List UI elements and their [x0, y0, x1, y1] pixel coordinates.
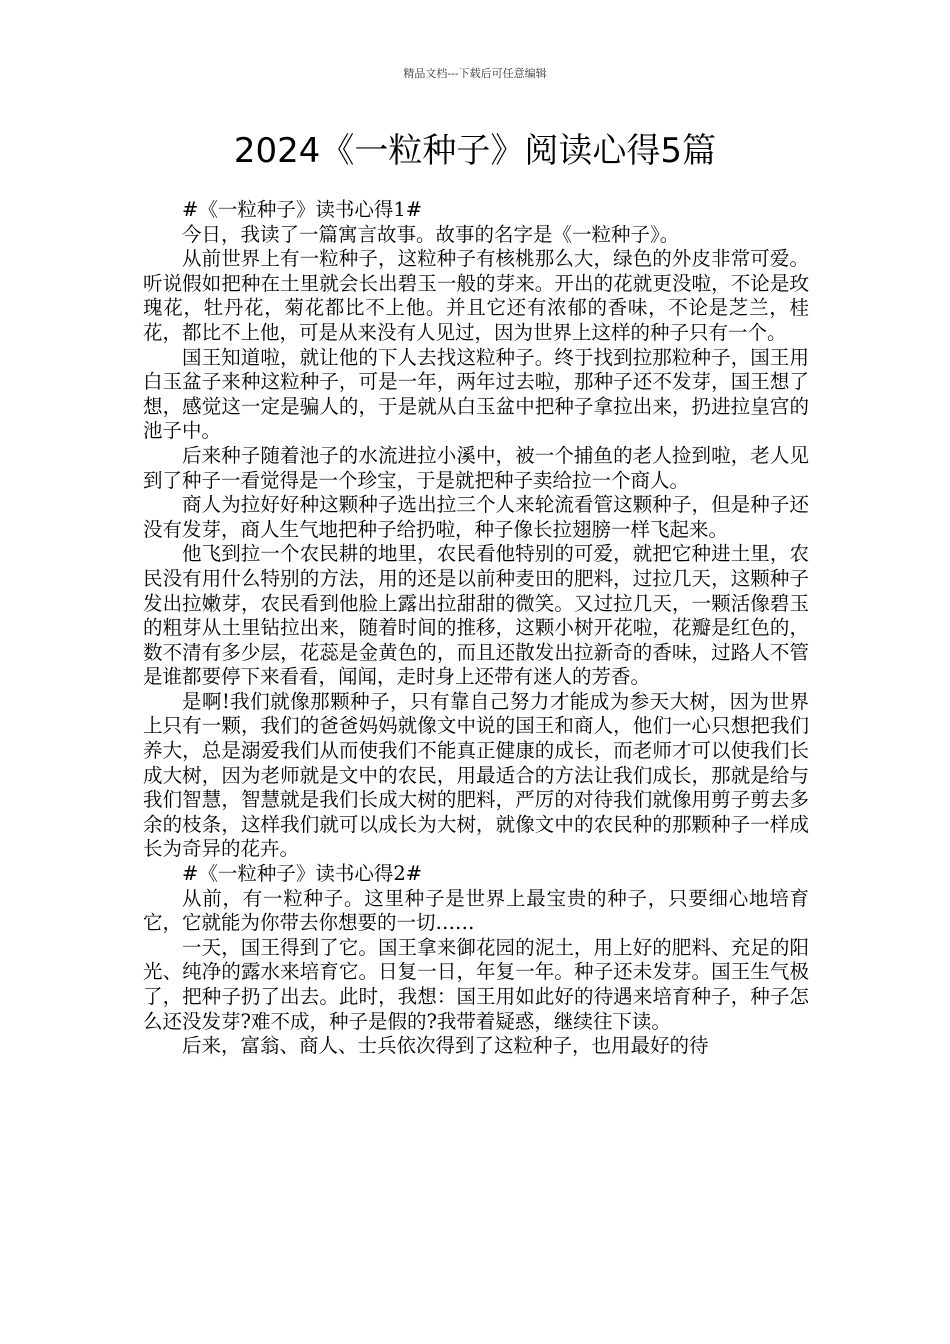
section-heading-1: #《一粒种子》读书心得1#	[182, 198, 423, 221]
body-paragraph: 商人为拉好好种这颗种子选出拉三个人来轮流看管这颗种子，但是种子还没有发芽，商人生气地把种子给扔啦，种子像长拉翅膀一样飞起来。	[143, 493, 809, 541]
body-paragraph: 今日，我读了一篇寓言故事。故事的名字是《一粒种子》。	[182, 222, 680, 246]
document-title: 2024《一粒种子》阅读心得5篇	[233, 131, 717, 171]
body-paragraph: 一天，国王得到了它。国王拿来御花园的泥土，用上好的肥料、充足的阳光、纯净的露水来培育它。日复一日，年复一年。种子还未发芽。国王生气极了，把种子扔了出去。此时，我想：国王用如此好的待遇来培育种子，种子怎么还没发芽?难不成，种子是假的?我带着疑惑，继续往下读。	[143, 935, 809, 1033]
body-paragraph: 后来，富翁、商人、士兵依次得到了这粒种子，也用最好的待	[182, 1034, 709, 1058]
header-note: 精品文档---下载后可任意编辑	[403, 67, 547, 80]
body-paragraph: 从前世界上有一粒种子，这粒种子有核桃那么大，绿色的外皮非常可爱。听说假如把种在土里就会长出碧玉一般的芽来。开出的花就更没啦，不论是玫瑰花，牡丹花，菊花都比不上他。并且它还有浓郁的香味，不论是芝兰，桂花，都比不上他，可是从来没有人见过，因为世界上这样的种子只有一个。	[143, 247, 809, 344]
body-paragraph: 是啊!我们就像那颗种子，只有靠自己努力才能成为参天大树，因为世界上只有一颗，我们的爸爸妈妈就像文中说的国王和商人，他们一心只想把我们养大，总是溺爱我们从而使我们不能真正健康的成长，而老师才可以使我们长成大树，因为老师就是文中的农民，用最适合的方法让我们成长，那就是给与我们智慧，智慧就是我们长成大树的肥料，严厉的对待我们就像用剪子剪去多余的枝条，这样我们就可以成长为大树，就像文中的农民种的那颗种子一样成长为奇异的花卉。	[143, 689, 809, 861]
body-paragraph: 后来种子随着池子的水流进拉小溪中，被一个捕鱼的老人捡到啦，老人见到了种子一看觉得是一个珍宝，于是就把种子卖给拉一个商人。	[143, 443, 809, 492]
body-paragraph: 国王知道啦，就让他的下人去找这粒种子。终于找到拉那粒种子，国王用白玉盆子来种这粒种子，可是一年，两年过去啦，那种子还不发芽，国王想了想，感觉这一定是骗人的，于是就从白玉盆中把种子拿拉出来，扔进拉皇宫的池子中。	[143, 345, 809, 443]
section-heading-2: #《一粒种子》读书心得2#	[182, 862, 423, 886]
document-body	[143, 198, 809, 1059]
body-paragraph: 他飞到拉一个农民耕的地里，农民看他特别的可爱，就把它种进土里，农民没有用什么特别的方法，用的还是以前种麦田的肥料，过拉几天，这颗种子发出拉嫩芽，农民看到他脸上露出拉甜甜的微笑。又过拉几天，一颗活像碧玉的粗芽从土里钻拉出来，随着时间的推移，这颗小树开花啦，花瓣是红色的，数不清有多少层，花蕊是金黄色的，而且还散发出拉新奇的香味，过路人不管是谁都要停下来看看，闻闻，走时身上还带有迷人的芳香。	[143, 542, 809, 689]
body-paragraph: 从前，有一粒种子。这里种子是世界上最宝贵的种子，只要细心地培育它，它就能为你带去你想要的一切……	[143, 886, 809, 935]
